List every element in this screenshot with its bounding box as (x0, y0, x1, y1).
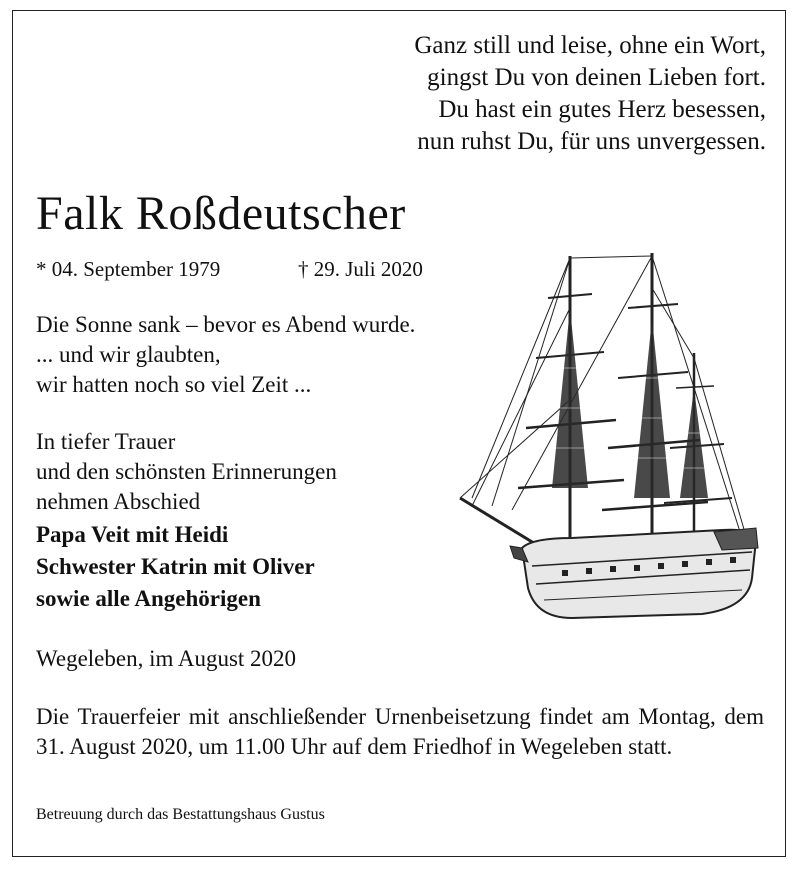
death-date: † 29. Juli 2020 (298, 257, 423, 281)
mourner: sowie alle Angehörigen (36, 586, 261, 611)
mourning-text (36, 427, 337, 517)
life-dates (36, 257, 423, 282)
poem-line: Du hast ein gutes Herz besessen, (438, 96, 766, 123)
poem-line: nun ruhst Du, für uns unvergessen. (417, 128, 766, 155)
poem (414, 30, 766, 158)
mourning-line: In tiefer Trauer (36, 429, 176, 454)
motto-line: wir hatten noch so viel Zeit ... (36, 372, 312, 397)
poem-line: gingst Du von deinen Lieben fort. (427, 64, 766, 91)
motto-line: ... und wir glaubten, (36, 342, 221, 367)
mourning-line: und den schönsten Erinnerungen (36, 459, 337, 484)
motto-line: Die Sonne sank – bevor es Abend wurde. (36, 312, 416, 337)
funeral-notice: Die Trauerfeier mit anschließender Urnenbeisetzung findet am Montag, dem 31. August 2020, um 11.00 Uhr auf dem Friedhof in Wegeleben statt. (36, 704, 764, 759)
sailing-ship-icon (452, 248, 762, 638)
mourner: Papa Veit mit Heidi (36, 522, 229, 547)
poem-line: Ganz still und leise, ohne ein Wort, (414, 32, 766, 59)
birth-date: * 04. September 1979 (36, 257, 221, 281)
motto (36, 310, 415, 400)
deceased-name: Falk Roßdeutscher (36, 187, 406, 240)
mourners-list (36, 519, 315, 615)
mourning-line: nehmen Abschied (36, 489, 201, 514)
place-date: Wegeleben, im August 2020 (36, 646, 297, 671)
mourner: Schwester Katrin mit Oliver (36, 554, 315, 579)
funeral-home-credit: Betreuung durch das Bestattungshaus Gustus (36, 806, 325, 823)
